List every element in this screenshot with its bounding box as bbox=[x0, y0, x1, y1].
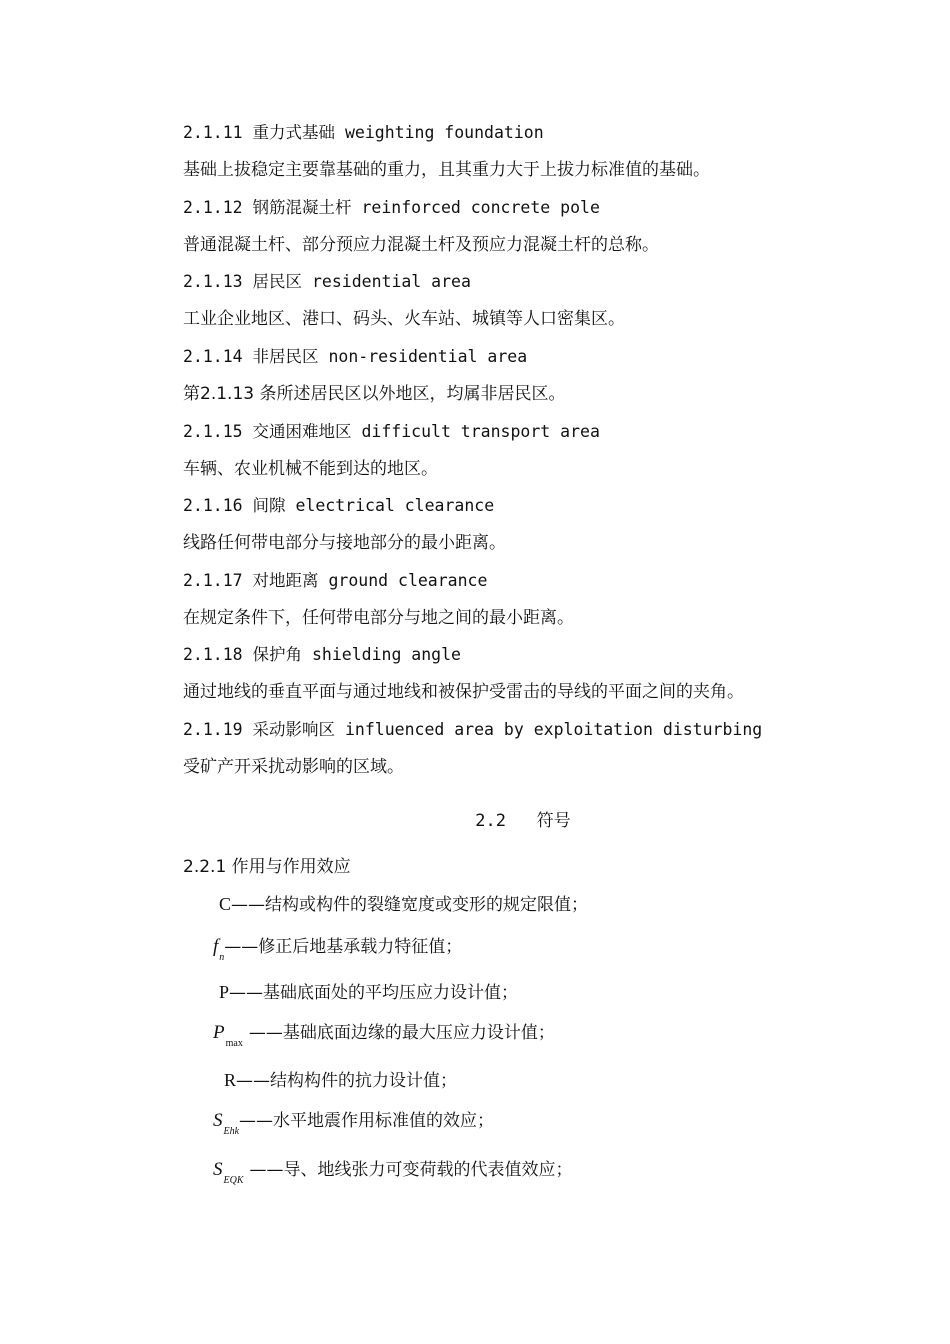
term-heading: 2.1.12 钢筋混凝土杆 reinforced concrete pole bbox=[183, 198, 600, 217]
subsection-heading: 2.2.1 作用与作用效应 bbox=[183, 857, 351, 877]
symbol-subscript: EQK bbox=[223, 1175, 244, 1186]
symbol: P bbox=[213, 1022, 225, 1043]
term-heading: 2.1.19 采动影响区 influenced area by exploitation disturbing bbox=[183, 720, 763, 739]
section-title bbox=[0, 806, 950, 831]
symbol-description: ——修正后地基承载力特征值； bbox=[224, 937, 463, 957]
symbol-description: ——结构构件的抗力设计值； bbox=[236, 1071, 458, 1091]
term-heading: 2.1.14 非居民区 non-residential area bbox=[183, 347, 528, 366]
symbol-description: ——基础底面边缘的最大压应力设计值； bbox=[248, 1023, 555, 1043]
symbol: f bbox=[213, 936, 219, 957]
symbol-row bbox=[213, 1022, 555, 1047]
term-heading: 2.1.15 交通困难地区 difficult transport area bbox=[183, 422, 600, 441]
symbol-description: ——基础底面处的平均压应力设计值； bbox=[229, 983, 519, 1003]
term-definition: 通过地线的垂直平面与通过地线和被保护受雷击的导线的平面之间的夹角。 bbox=[183, 682, 744, 702]
symbol: P bbox=[219, 982, 230, 1002]
term-heading: 2.1.13 居民区 residential area bbox=[183, 272, 471, 291]
term-definition: 车辆、农业机械不能到达的地区。 bbox=[183, 459, 438, 479]
symbol-subscript: max bbox=[225, 1038, 243, 1049]
term-definition: 线路任何带电部分与接地部分的最小距离。 bbox=[183, 533, 506, 553]
symbol: R bbox=[224, 1070, 237, 1090]
term-heading: 2.1.16 间隙 electrical clearance bbox=[183, 496, 495, 515]
symbol: C bbox=[219, 894, 232, 914]
symbol-subscript: n bbox=[219, 952, 225, 963]
symbol-subscript: Ehk bbox=[223, 1126, 240, 1137]
section-name: 符号 bbox=[536, 811, 571, 831]
term-definition: 普通混凝土杆、部分预应力混凝土杆及预应力混凝土杆的总称。 bbox=[183, 235, 659, 255]
symbol: S bbox=[213, 1110, 223, 1131]
symbol-row bbox=[219, 981, 518, 1004]
term-definition: 受矿产开采扰动影响的区域。 bbox=[183, 757, 404, 777]
term-definition: 工业企业地区、港口、码头、火车站、城镇等人口密集区。 bbox=[183, 309, 625, 329]
term-heading: 2.1.17 对地距离 ground clearance bbox=[183, 571, 488, 590]
symbol-row bbox=[224, 1069, 457, 1092]
term-definition: 第2.1.13 条所述居民区以外地区，均属非居民区。 bbox=[183, 384, 566, 404]
section-number: 2.2 bbox=[475, 811, 506, 831]
symbol-description: ——水平地震作用标准值的效应； bbox=[239, 1111, 495, 1131]
symbol-description: ——结构或构件的裂缝宽度或变形的规定限值； bbox=[231, 895, 589, 915]
symbol: S bbox=[213, 1159, 223, 1180]
term-heading: 2.1.18 保护角 shielding angle bbox=[183, 645, 461, 664]
term-definition: 在规定条件下，任何带电部分与地之间的最小距离。 bbox=[183, 608, 574, 628]
symbol-description: ——导、地线张力可变荷载的代表值效应； bbox=[249, 1160, 573, 1180]
symbol-row bbox=[213, 936, 462, 961]
symbol-row bbox=[219, 893, 588, 916]
symbol-row bbox=[213, 1159, 573, 1184]
symbol-row bbox=[213, 1110, 494, 1135]
term-heading: 2.1.11 重力式基础 weighting foundation bbox=[183, 123, 544, 142]
term-definition: 基础上拔稳定主要靠基础的重力，且其重力大于上拔力标准值的基础。 bbox=[183, 160, 710, 180]
